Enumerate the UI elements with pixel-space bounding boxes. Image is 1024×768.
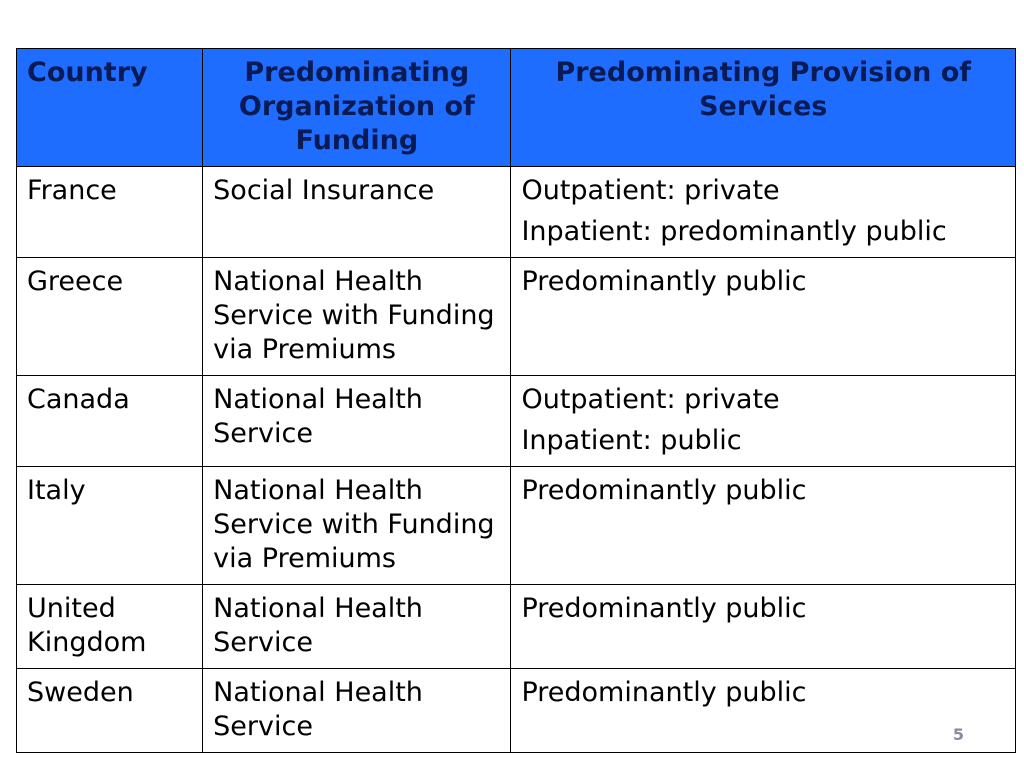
country-cell: Greece bbox=[17, 258, 203, 376]
table-row bbox=[17, 167, 1016, 258]
table-row bbox=[17, 376, 1016, 467]
country-cell: Canada bbox=[17, 376, 203, 467]
country-cell: Italy bbox=[17, 467, 203, 585]
provision-line: Inpatient: public bbox=[521, 425, 742, 456]
provision-line: Predominantly public bbox=[521, 475, 807, 506]
funding-cell: National Health Service with Funding via Premiums bbox=[203, 258, 511, 376]
provision-line: Predominantly public bbox=[521, 266, 807, 297]
header-funding: Predominating Organization of Funding bbox=[203, 49, 511, 167]
table-row bbox=[17, 669, 1016, 753]
header-provision: Predominating Provision of Services bbox=[511, 49, 1016, 167]
funding-cell: Social Insurance bbox=[203, 167, 511, 258]
funding-cell: National Health Service bbox=[203, 376, 511, 467]
provision-line: Inpatient: predominantly public bbox=[521, 216, 947, 247]
provision-cell bbox=[511, 167, 1016, 258]
provision-line: Outpatient: private bbox=[521, 175, 780, 206]
provision-cell bbox=[511, 585, 1016, 669]
provision-line: Predominantly public bbox=[521, 677, 807, 708]
provision-cell bbox=[511, 376, 1016, 467]
provision-line: Outpatient: private bbox=[521, 384, 780, 415]
provision-cell bbox=[511, 669, 1016, 753]
health-systems-table bbox=[16, 48, 1016, 753]
table-row bbox=[17, 258, 1016, 376]
header-country: Country bbox=[17, 49, 203, 167]
country-cell: France bbox=[17, 167, 203, 258]
table-header-row bbox=[17, 49, 1016, 167]
funding-cell: National Health Service with Funding via Premiums bbox=[203, 467, 511, 585]
page-number: 5 bbox=[952, 725, 964, 744]
country-cell: United Kingdom bbox=[17, 585, 203, 669]
country-cell: Sweden bbox=[17, 669, 203, 753]
table-row bbox=[17, 585, 1016, 669]
provision-cell bbox=[511, 258, 1016, 376]
provision-line: Predominantly public bbox=[521, 593, 807, 624]
funding-cell: National Health Service bbox=[203, 669, 511, 753]
funding-cell: National Health Service bbox=[203, 585, 511, 669]
table-row bbox=[17, 467, 1016, 585]
provision-cell bbox=[511, 467, 1016, 585]
